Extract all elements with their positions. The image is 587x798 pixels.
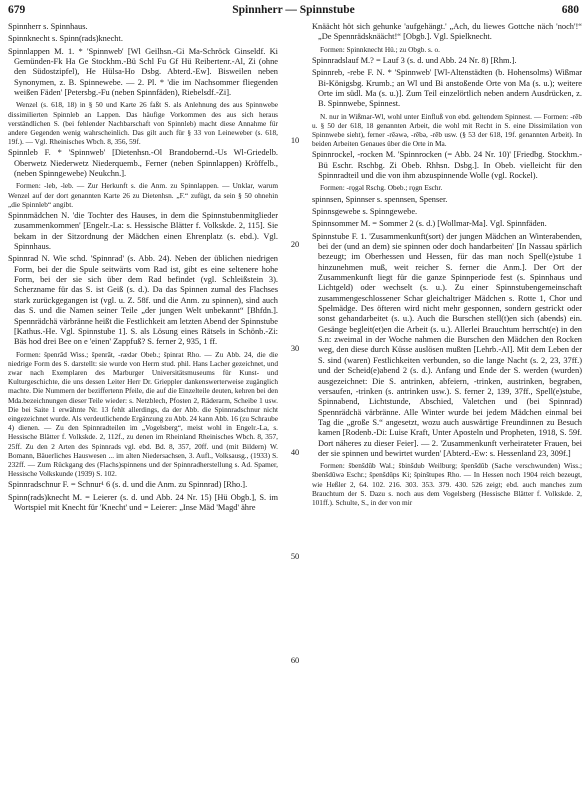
line-number: 60 (290, 656, 300, 665)
annotation: Formen: Spinnknecht Hü.; zu Obgb. s. o. (320, 44, 440, 54)
entry: Spinnradslauf M.? = Lauf 3 (s. d. und Abb. 24 Nr. 8) [Rhm.]. (312, 55, 517, 65)
page-number-right: 680 (561, 4, 579, 16)
entry: Spinnknecht s. Spinn(rads)knecht. (8, 34, 123, 44)
line-number: 30 (290, 344, 300, 353)
margin-line-numbers (283, 22, 307, 792)
annotation: Wenzel (s. 618, 18) in § 50 und Karte 26 faßt S. als Anlehnung des aus Spinnwebe dissimilierten Spinnleb an Lappen. Das häufige Vorkommen des aus sich heraus verständlichen S. (bei fehlender Nachbarschaft von Spinnleb) macht diese Annahme für andere Gegenden wenig wahrscheinlich. Das gilt auch für § 33 von Leineweber (s. 618, 19f.). — Vgl. Rheinisches Wbch. 8, 356, 59f. (8, 100, 278, 147)
line-number: 50 (290, 552, 300, 561)
entry: Spinnreb, -rebe F. N. * 'Spinnweb' [Wl-Altenstädten (b. Hohensolms) Wißmar Bi-Königsbg. Krumb.; an Wl und Bi anstoßende Orte von Ma (s. u.); weitere Orte im südl. Ma (s. u.)]. Zum Teil einzelörtlich neben andern Ausdrücken, z. B. Spinnwebe, Spinnest. (312, 68, 582, 109)
annotation: Formen: -rǫgəl Rschg. Obeb.; rǫgn Eschr. (320, 183, 443, 193)
entry: Spinnrockel, -rocken M. 'Spinnrocken (= Abb. 24 Nr. 10)' [Friedbg. Stockhm.-Bü Eschr. Rschbg. Zi Obeb. Rhhsn. Dsbg.]. In Obeb. vielleicht für den Spinnradteil und die von ihm abzuspinnende Wolle (vgl. Rockel). (312, 150, 582, 181)
line-number: 20 (290, 240, 300, 249)
entry: Spinnsommer M. = Sommer 2 (s. d.) [Wollmar-Ma]. Vgl. Spinnfäden. (312, 219, 547, 229)
entry: Spinnradschnur F. = Schnur¹ 6 (s. d. und die Anm. zu Spinnrad) [Rho.]. (8, 480, 248, 490)
right-column (312, 22, 582, 792)
annotation: Formen: špenrād Wiss.; špenrāt, -rædər Obeb.; špinrat Rho. — Zu Abb. 24, die die niedrige Form des S. darstellt: sie wurde von Herrn stud. phil. Hans Lacher gezeichnet, und zwar nach Exemplaren des Marburger Universitätsmuseums für Kunst- und Kulturgeschichte, die uns dessen Leiter Herr Dr. Grieppler dankenswerterweise zugänglich machte. Die Nummern der beziffertenn Pfeile, die auf die Einzelteile deuten, kehren bei den Mda.bezeichnungen dieser Teile wieder: s. Netzblech, Pfosten 2, Räderarm, Scheibe 1 usw. Die bei Saite 1 erwähnte Nr. 13 fehlt allerdings, da der Abb. die Spinnradschnur nicht eingezeichnet wurde. Als verdeutlichende Ergänzung zu Abb. 24 kann Abb. 16 (zu Schraube 4) dienen. — Zu den Spinnradteilen im „Vogelsberg“, meist wohl in Engelr.-La, s. Hessische Blätter f. Volkskde. 2, 112f., zu denen im Rheinland Rheinisches Wbch. 8, 357, 25ff. Zu den 2 Arten des Spinnrads vgl. ebd. Bd. 8, 357, 20ff. und (mit Bildern) W. Bomann, Bäuerliches Hauswesen ... im alten Niedersachsen, 3. Aufl., Volksausg., (1933) S. 232ff. — Zum Rückgang des (Flachs)spinnens und der Spinnradherstellung s. Ad. Spamer, Hessische Volkskunde (1939) S. 102. (8, 349, 278, 479)
annotation: N. nur in Wißmar-Wl, wohl unter Einfluß von ebd. geltendem Spinnest. — Formen: -rēb u. § 50 der 618, 18 genannten Arbeit, die wohl mit Recht in S. eine Dissimilation von Spinnwebe sieht), ferner -rēəwə, -rēbə, -rēb usw. (§ 53 der 618, 19f. genannten Arbeit). In beiden Arbeiten Genaues über die Orte in Ma. (312, 111, 582, 149)
line-number: 10 (290, 136, 300, 145)
entry: spinnsen, Spinnser s. spennsen, Spenser. (312, 194, 448, 204)
annotation: Formen: šbenšdûb Wal.; šbinšdub Weilburg; špenšdûb (Sache verschwunden) Wiss.; šbenšdûwə Eschr.; špenšdûps Ki; špinštupes Rho. — In Hessen noch 1904 reich bezeugt, wie Heßler 2, 64. 102. 216. 303. 353. 379. 430. 526 zeigt; ebd. auch manches zum Brauchtum der S. Dazu s. noch aus dem Vogelsberg (Hessische Blätter f. Volkskde. 2, 101ff.). Schulte, S., in der von mir (312, 461, 582, 508)
entry: Knäächt höt sich gehunke 'aufgehängt.' „Ach, du liewes Gottche näch 'noch'!“ „De Spennrädsknäächt!“ [Obgb.]. Vgl. Spielknecht. (312, 22, 582, 42)
page-header (8, 4, 579, 20)
entry: Spinnlappen M. 1. * 'Spinnweb' [Wl Geilhsn.-Gi Ma-Schröck Ginseldf. Ki Gemünden-Fk Ha Ge Stockhm.-Bü Schl Fu Gf Hü Reibertenr.-Al, Zi (ohne den Südostzipfel), He Hülsa-Ho Dsbg. Abterd.-Ew]. Bisweilen neben Synonymen, z. B. Spinnewebe. — 2. Pl. * 'die im Nachsommer fliegenden weißen Fäden' [Petersbg.-Fu (neben Spinnfäden), Riebelsdf.-Zi]. (8, 46, 278, 98)
entry: Spinnleb F. * 'Spinnweb' [Dietenhsn.-Ol Brandobernd.-Us Wl-Griedelb. Oberwetz Niederwetz Niederquemb., Ferner (neben Spinnlappen) Kröffelb., (neben Spinngewebe) Neukchn.]. (8, 148, 278, 179)
line-number: 40 (290, 448, 300, 457)
entry: Spinnrad N. Wie schd. 'Spinnrad' (s. Abb. 24). Neben der üblichen niedrigen Form, bei der die Spule seitwärts vom Rad ist, gibt es eine seltenere hohe Form, bei der sie sich über dem Rad befindet (vgl. Schleißstein 3). Scherzname für das S. ist Geiß (s. d.). Da das Spinnen zumal des Flachses stark zurückgegangen ist (vgl. u. Z. 58f. und die Anm. zu spinnen), sind auch das S. und die Namen seiner Teile „der jungen Welt unbekannt“ [Bhfdn.]. Spennrädchä värbränne heißt die Festlichkeit am letzten Abend der Spinnstube [Kathus.-He. Vgl. Spinnstube 1]. S. als Lösung eines Rätsels in Schönb.-Zi: Bäs hod drei Bee on e 'einen' Zappfuß? S. ferner 2, 935, 1 ff. (8, 254, 278, 347)
entry: Spinnmädchen N. 'die Tochter des Hauses, in dem die Spinnstubenmitglieder zusammenkommen' [Engelr.-La: s. Hessische Blätter f. Volkskde. 2, 115]. Sie bekam in der Sitzordnung der Mädchen einen Ehrenplatz (s. ebd.). Vgl. Spinnhaus. (8, 211, 278, 252)
entry: Spinn(rads)knecht M. = Leierer (s. d. und Abb. 24 Nr. 15) [Hü Obgb.], S. im Wortspiel mit Knecht für 'Knecht' und = Leierer: „Inse Mäd 'Magd' ähre (8, 492, 278, 513)
page-number-left: 679 (8, 4, 26, 16)
running-title: Spinnherr — Spinnstube (232, 4, 355, 16)
entry: Spinnsgewebe s. Spinngewebe. (312, 207, 418, 216)
entry: Spinnherr s. Spinnhaus. (8, 22, 88, 31)
annotation: Formen: -leb, -leb. — Zur Herkunft s. die Anm. zu Spinnlappen. — Unklar, warum Wenzel auf der dort genannten Karte 26 zu Dietenhsn. „F.“ zufügt, da sein § 50 ohnehin „die Spinnleb“ angibt. (8, 181, 278, 209)
entry: Spinnstube F. 1. 'Zusammenkunft(sort) der jungen Mädchen an Winterabenden, bei der (und an dem) sie spinnen oder doch handarbeiten' [In Nassau spärlich bezeugt; im Oberhessen und Hessen, für das man noch Spell(e)stube 1 hinzunehmen muß, weit reicher S. ferner die Anm.]. Der Ort der Zusammenkunft liegt für die ganze Spinnperiode fest (s. Spinnhaus und Lichtgeld) oder wechselt (s. u.). Zu einer Spinnstubengemeinschaft zusammengeschlossener Schar gleichaltriger Mädchen s. Rotte 1, Chor und Spelmädge. Des öfteren wird nicht mehr gesponnen, sondern gestrickt oder sonst gehandarbeitet (s. u.). Auch die Burschen stell(t)en sich (abends) ein. Gesänge begleit(et)en die Arbeit (s. u.). Allerlei Brauchtum herrscht(e) in den S.n: zweimal in der Woche nahmen die Burschen den Mädchen den Rocken weg, den diese durch Küsse auslösen mußten [Lehrb.-Al]. Mit dem Leben der S. sind (waren) Festlichkeiten verbunden, so die lange Nacht (s. 2, 23, 37ff.) und der Scheid(e)abend 2 (s. d.). Anfang und Ende der S. werden (wurden) ausgezeichnet: Die S. antrinken, abfeiern, -trinken, austrinken, begraben, versaufen, -trinken (s. antrinken usw.). S. ferner 2, 139, 37ff., Spell(e)stube, Spinnabend, Lichtstunde, Abschied, Valetchen und (bei Spinnrad) Spennrädchä värbränne. Alle Winter wurde bei jedem Mädchen einmal bei Tag die „große S.“ angesetzt, wozu auch auswärtige Freundinnen zu Besuch kamen [Rodenb.-Di: Luise Kraft, Unter Aposteln und Propheten, 1918, S. 59f. Dort näheres zu dieser Feier]. — 2. 'Zusammenkunft verheirateter Frauen, bei der sie spinnen und bewirtet wurden' [Abterd.-Ew: s. Hessenland 23, 309f.] (312, 231, 582, 458)
left-column (8, 22, 278, 792)
